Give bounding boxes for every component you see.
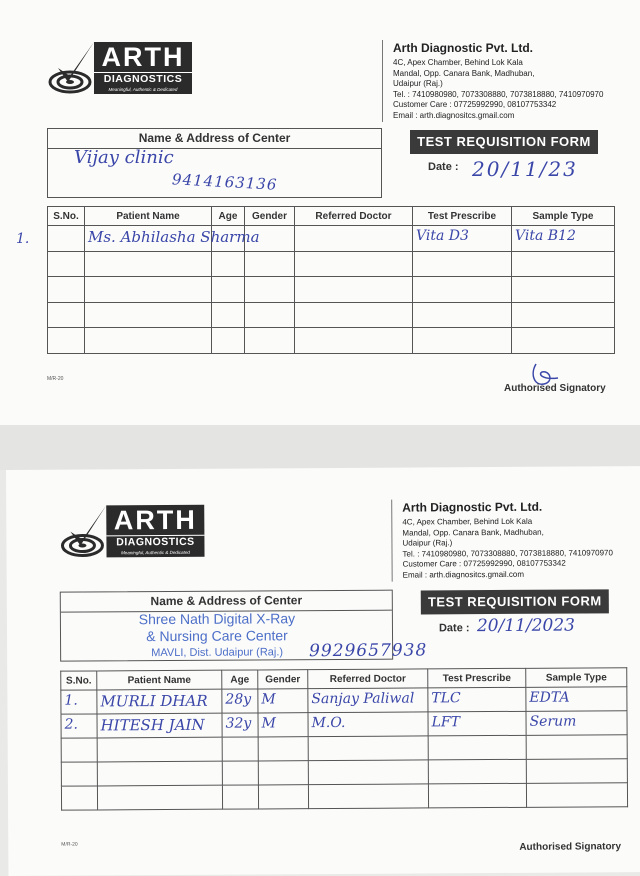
referred-doctor-cell [308,784,428,809]
patient-name-cell [97,689,222,714]
sample-type-cell [512,302,615,328]
form-title: TEST REQUISITION FORM [421,589,609,614]
center-name: Vijay clinic [74,147,174,168]
test-prescribe-cell [413,302,512,328]
gender-cell [258,761,308,785]
test-prescribe-cell [413,277,512,303]
company-address-2: Mandal, Opp. Canara Bank, Madhuban, [402,527,544,538]
company-address-1: 4C, Apex Chamber, Behind Lok Kala [402,516,533,527]
test-prescribe-cell [428,735,526,760]
authorised-signatory: Authorised Signatory [519,841,622,853]
column-header-test: Test Prescribe [428,668,526,688]
referred-doctor-cell [308,688,428,713]
handwritten-sample: Vita B12 [515,228,576,244]
column-header-sample: Sample Type [512,207,615,226]
brand-name: ARTH [101,42,185,72]
patient-name-cell [85,226,260,252]
table-row [61,687,627,714]
table-row [61,783,627,810]
form-code: M/R-20 [47,376,64,382]
gender-cell [258,713,308,737]
sample-type-cell [512,328,615,354]
referred-doctor-cell [295,251,413,277]
table-row [61,759,627,786]
company-care: Customer Care : 07725992990, 08107753342 [393,100,557,109]
table-row [48,277,615,303]
form-date: 20/11/23 [472,157,578,181]
patient-name-cell [85,328,212,354]
column-header-patient: Patient Name [97,670,222,690]
column-header-doctor: Referred Doctor [308,669,428,689]
table-header-row [48,207,615,226]
patient-table [47,206,615,354]
handwritten-sno: 2. [64,716,78,733]
patient-name-cell [97,761,222,786]
handwritten-sno: 1. [64,692,78,709]
sample-type-cell [526,711,627,736]
requisition-form-2 [6,466,640,876]
sample-type-cell [526,783,627,808]
referred-doctor-cell [308,712,428,737]
serial-cell [61,762,97,786]
serial-cell [48,302,85,328]
patient-name-cell [97,737,222,762]
handwritten-gender: M [261,691,276,708]
age-cell [212,302,245,328]
test-prescribe-cell [428,783,526,808]
company-info [402,498,638,580]
sample-type-cell [512,226,615,252]
serial-cell [48,328,85,354]
test-prescribe-cell [428,711,526,736]
column-header-doctor: Referred Doctor [295,207,413,226]
handwritten-patient: HITESH JAIN [100,715,205,735]
patient-table [60,667,628,810]
handwritten-sample: Serum [529,713,577,730]
column-header-gender: Gender [245,207,295,226]
gender-cell [245,251,295,277]
requisition-form-1 [0,0,640,425]
column-header-test: Test Prescribe [413,207,512,226]
referred-doctor-cell [308,736,428,761]
company-email: Email : arth.diagnositcs.gmail.com [402,569,525,580]
company-info [393,40,633,121]
center-name-line3: MAVLI, Dist. Udaipur (Raj.) [151,646,284,660]
age-cell [212,226,245,252]
table-row [48,251,615,277]
table-row [61,711,627,738]
logo-box [94,42,192,94]
column-header-age: Age [222,670,258,689]
logo-box [106,505,204,558]
form-title: TEST REQUISITION FORM [410,130,598,154]
gender-cell [258,689,308,713]
table-row [48,302,615,328]
company-email: Email : arth.diagnositcs.gmail.com [393,110,515,120]
handwritten-doctor: M.O. [311,714,346,732]
form-code: M/R-20 [61,841,78,848]
company-address-3: Udaipur (Raj.) [393,79,443,88]
center-phone: 9929657938 [309,640,428,662]
handwritten-patient: MURLI DHAR [100,691,208,711]
column-header-patient: Patient Name [85,207,212,226]
brand-tagline: Meaningful, Authentic & Dedicated [121,549,190,556]
handwritten-sample: EDTA [529,689,570,706]
patient-name-cell [85,277,212,303]
patient-name-cell [97,785,222,810]
gender-cell [258,737,308,761]
company-tel: Tel. : 7410980980, 7073308880, 7073818880, 7410970970 [393,89,604,99]
referred-doctor-cell [295,226,413,252]
referred-doctor-cell [295,302,413,328]
patient-name-cell [85,302,212,328]
company-address-1: 4C, Apex Chamber, Behind Lok Kala [393,58,523,67]
header-divider [382,40,383,122]
brand-name: ARTH [113,504,197,536]
handwritten-age: 32y [225,715,252,732]
test-prescribe-cell [413,328,512,354]
column-header-sno: S.No. [61,671,97,690]
handwritten-test: Vita D3 [416,228,469,244]
gender-cell [245,226,295,252]
gender-cell [258,785,308,809]
column-header-gender: Gender [258,670,308,689]
gender-cell [245,328,295,354]
date-label: Date : [428,161,459,173]
brand-sub: DIAGNOSTICS [94,72,192,86]
age-cell [212,328,245,354]
center-box-header: Name & Address of Center [61,591,392,613]
age-cell [222,761,258,785]
referred-doctor-cell [308,760,428,785]
sample-type-cell [526,687,627,712]
test-prescribe-cell [413,251,512,277]
column-header-age: Age [212,207,245,226]
brand-tagline: Meaningful, Authentic & Dedicated [108,87,178,92]
age-cell [222,713,258,737]
center-box-header: Name & Address of Center [48,129,381,149]
company-address-2: Mandal, Opp. Canara Bank, Madhuban, [393,68,535,78]
test-prescribe-cell [413,226,512,252]
company-name: Arth Diagnostic Pvt. Ltd. [393,41,534,55]
sample-type-cell [512,277,615,303]
authorised-signatory: Authorised Signatory [504,383,606,394]
sample-type-cell [526,759,627,784]
age-cell [222,689,258,713]
age-cell [222,737,258,761]
serial-cell [61,690,97,714]
gender-cell [245,302,295,328]
side-serial-mark: 1. [16,231,30,247]
serial-cell [61,738,97,762]
column-header-sample: Sample Type [526,668,627,688]
referred-doctor-cell [295,277,413,303]
handwritten-test: LFT [431,714,460,731]
age-cell [212,277,245,303]
age-cell [212,251,245,277]
serial-cell [48,251,85,277]
brand-sub: DIAGNOSTICS [106,535,204,550]
serial-cell [48,226,85,252]
serial-cell [48,277,85,303]
company-address-3: Udaipur (Raj.) [402,538,453,548]
target-check-icon [48,40,98,95]
table-row [48,226,615,252]
center-name-line2: & Nursing Care Center [146,627,288,645]
company-tel: Tel. : 7410980980, 7073308880, 7073818880, 7410970970 [402,547,613,559]
handwritten-doctor: Sanjay Paliwal [311,690,415,708]
serial-cell [61,786,97,810]
table-row [48,328,615,354]
handwritten-test: TLC [431,690,461,707]
table-row [61,735,627,762]
gender-cell [245,277,295,303]
header-divider [391,500,393,582]
patient-name-cell [85,251,212,277]
center-name-line1: Shree Nath Digital X-Ray [138,610,296,628]
target-check-icon [60,503,110,558]
company-care: Customer Care : 07725992990, 08107753342 [402,558,566,569]
test-prescribe-cell [428,759,526,784]
patient-name-cell [97,713,222,738]
sample-type-cell [512,251,615,277]
test-prescribe-cell [428,687,526,712]
handwritten-patient: Ms. Abhilasha Sharma [88,228,260,246]
page-gap [0,425,640,470]
sample-type-cell [526,735,627,760]
date-label: Date : [438,622,470,635]
handwritten-age: 28y [225,691,252,708]
form-date: 20/11/2023 [476,615,576,637]
center-phone: 9414163136 [171,170,278,194]
column-header-sno: S.No. [48,207,85,226]
handwritten-gender: M [261,715,276,732]
serial-cell [61,714,97,738]
company-name: Arth Diagnostic Pvt. Ltd. [402,499,543,515]
referred-doctor-cell [295,328,413,354]
age-cell [222,785,258,809]
